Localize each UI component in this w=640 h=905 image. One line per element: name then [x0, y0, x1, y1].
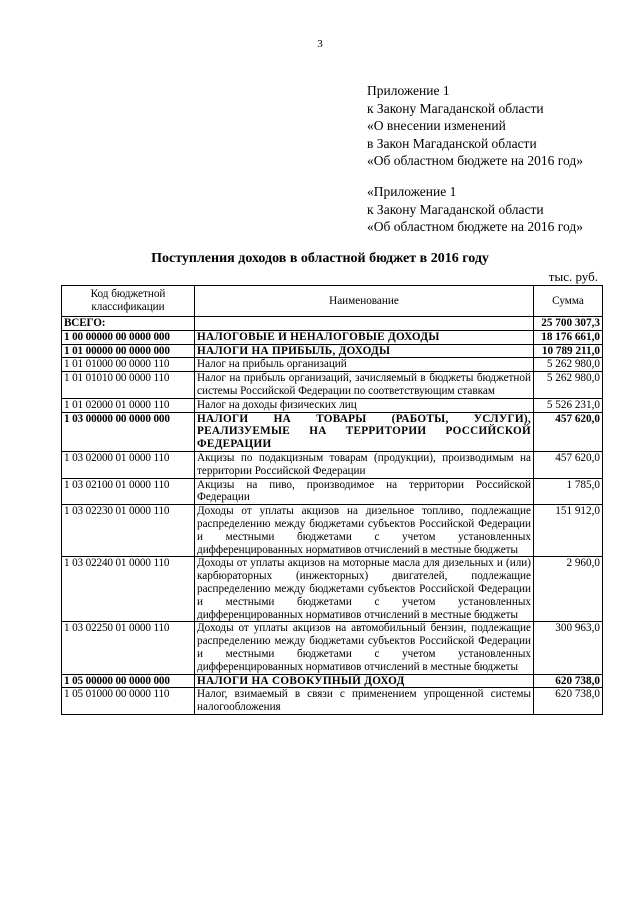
row-sum: 620 738,0: [534, 674, 603, 688]
units-label: тыс. руб.: [548, 269, 598, 284]
row-name: Налог на прибыль организаций, зачисляемый в бюджеты бюджетной системы Российской Федерации по соответствующим ставкам: [195, 372, 534, 399]
appendix-main-line: к Закону Магаданской области: [367, 100, 544, 116]
row-code: 1 01 01010 00 0000 110: [62, 372, 195, 399]
page-number: 3: [317, 38, 323, 50]
revenue-table: [61, 285, 603, 715]
row-sum: 10 789 211,0: [534, 344, 603, 358]
table-row: [62, 674, 603, 688]
header-sum: Сумма: [534, 286, 603, 317]
appendix-quote-line: «Приложение 1: [367, 184, 457, 199]
row-sum: 457 620,0: [534, 412, 603, 451]
table-header-row: [62, 286, 603, 317]
appendix-main-line: «Об областном бюджете на 2016 год»: [367, 153, 583, 168]
row-name: НАЛОГОВЫЕ И НЕНАЛОГОВЫЕ ДОХОДЫ: [195, 330, 534, 344]
row-code: 1 01 02000 01 0000 110: [62, 398, 195, 412]
row-name: Доходы от уплаты акцизов на дизельное топливо, подлежащие распределению между бюджетами субъектов Российской Федерации и местными бюджетами с учетом установленных дифференцированных нормативов отчислений в местные бюджеты: [195, 505, 534, 557]
row-code: ВСЕГО:: [62, 317, 195, 331]
row-code: 1 05 00000 00 0000 000: [62, 674, 195, 688]
row-name: Доходы от уплаты акцизов на автомобильный бензин, подлежащие распределению между бюджетами субъектов Российской Федерации и местными бюджетами с учетом установленных дифференцированных нормативов отчислений в местные бюджеты: [195, 622, 534, 674]
row-name: НАЛОГИ НА ПРИБЫЛЬ, ДОХОДЫ: [195, 344, 534, 358]
row-name: Налог на доходы физических лиц: [195, 398, 534, 412]
appendix-main-block: [367, 82, 583, 170]
header-code: Код бюджетной классификации: [62, 286, 195, 317]
table-row: [62, 330, 603, 344]
row-code: 1 03 02100 01 0000 110: [62, 478, 195, 505]
table-row: [62, 344, 603, 358]
row-sum: 2 960,0: [534, 557, 603, 622]
table-row: [62, 622, 603, 674]
row-code: 1 03 02000 01 0000 110: [62, 451, 195, 478]
row-sum: 1 785,0: [534, 478, 603, 505]
table-row: [62, 398, 603, 412]
table-row: [62, 412, 603, 451]
row-sum: 5 262 980,0: [534, 372, 603, 399]
row-code: 1 03 02230 01 0000 110: [62, 505, 195, 557]
table-row: [62, 358, 603, 372]
row-sum: 5 526 231,0: [534, 398, 603, 412]
row-name: Налог, взимаемый в связи с применением упрощенной системы налогообложения: [195, 688, 534, 715]
row-name: Акцизы на пиво, производимое на территории Российской Федерации: [195, 478, 534, 505]
table-row: [62, 478, 603, 505]
table-row: [62, 317, 603, 331]
row-sum: 25 700 307,3: [534, 317, 603, 331]
appendix-main-line: в Закон Магаданской области: [367, 135, 537, 151]
table-row: [62, 505, 603, 557]
row-name: НАЛОГИ НА ТОВАРЫ (РАБОТЫ, УСЛУГИ), РЕАЛИЗУЕМЫЕ НА ТЕРРИТОРИИ РОССИЙСКОЙ ФЕДЕРАЦИИ: [195, 412, 534, 451]
row-code: 1 03 02240 01 0000 110: [62, 557, 195, 622]
row-code: 1 00 00000 00 0000 000: [62, 330, 195, 344]
row-sum: 300 963,0: [534, 622, 603, 674]
row-code: 1 05 01000 00 0000 110: [62, 688, 195, 715]
row-sum: 151 912,0: [534, 505, 603, 557]
row-sum: 620 738,0: [534, 688, 603, 715]
row-name: НАЛОГИ НА СОВОКУПНЫЙ ДОХОД: [195, 674, 534, 688]
row-sum: 5 262 980,0: [534, 358, 603, 372]
row-code: 1 03 02250 01 0000 110: [62, 622, 195, 674]
row-code: 1 01 01000 00 0000 110: [62, 358, 195, 372]
table-row: [62, 557, 603, 622]
row-code: 1 01 00000 00 0000 000: [62, 344, 195, 358]
appendix-main-line: «О внесении изменений: [367, 118, 506, 133]
row-name: Доходы от уплаты акцизов на моторные масла для дизельных и (или) карбюраторных (инжекторных) двигателей, подлежащие распределению между бюджетами субъектов Российской Федерации и местными бюджетами с учетом установленных дифференцированных нормативов отчислений в местные бюджеты: [195, 557, 534, 622]
table-body: [62, 317, 603, 715]
table-row: [62, 372, 603, 399]
row-sum: 457 620,0: [534, 451, 603, 478]
header-name: Наименование: [195, 286, 534, 317]
row-sum: 18 176 661,0: [534, 330, 603, 344]
table-row: [62, 688, 603, 715]
row-name: Акцизы по подакцизным товарам (продукции), производимым на территории Российской Федерации: [195, 451, 534, 478]
appendix-quote-block: [367, 183, 583, 236]
document-title: Поступления доходов в областной бюджет в 2016 году: [151, 251, 489, 266]
row-name: Налог на прибыль организаций: [195, 358, 534, 372]
appendix-quote-line: «Об областном бюджете на 2016 год»: [367, 219, 583, 234]
row-name: [195, 317, 534, 331]
row-code: 1 03 00000 00 0000 000: [62, 412, 195, 451]
table-row: [62, 451, 603, 478]
appendix-quote-line: к Закону Магаданской области: [367, 201, 544, 217]
appendix-main-line: Приложение 1: [367, 83, 450, 98]
